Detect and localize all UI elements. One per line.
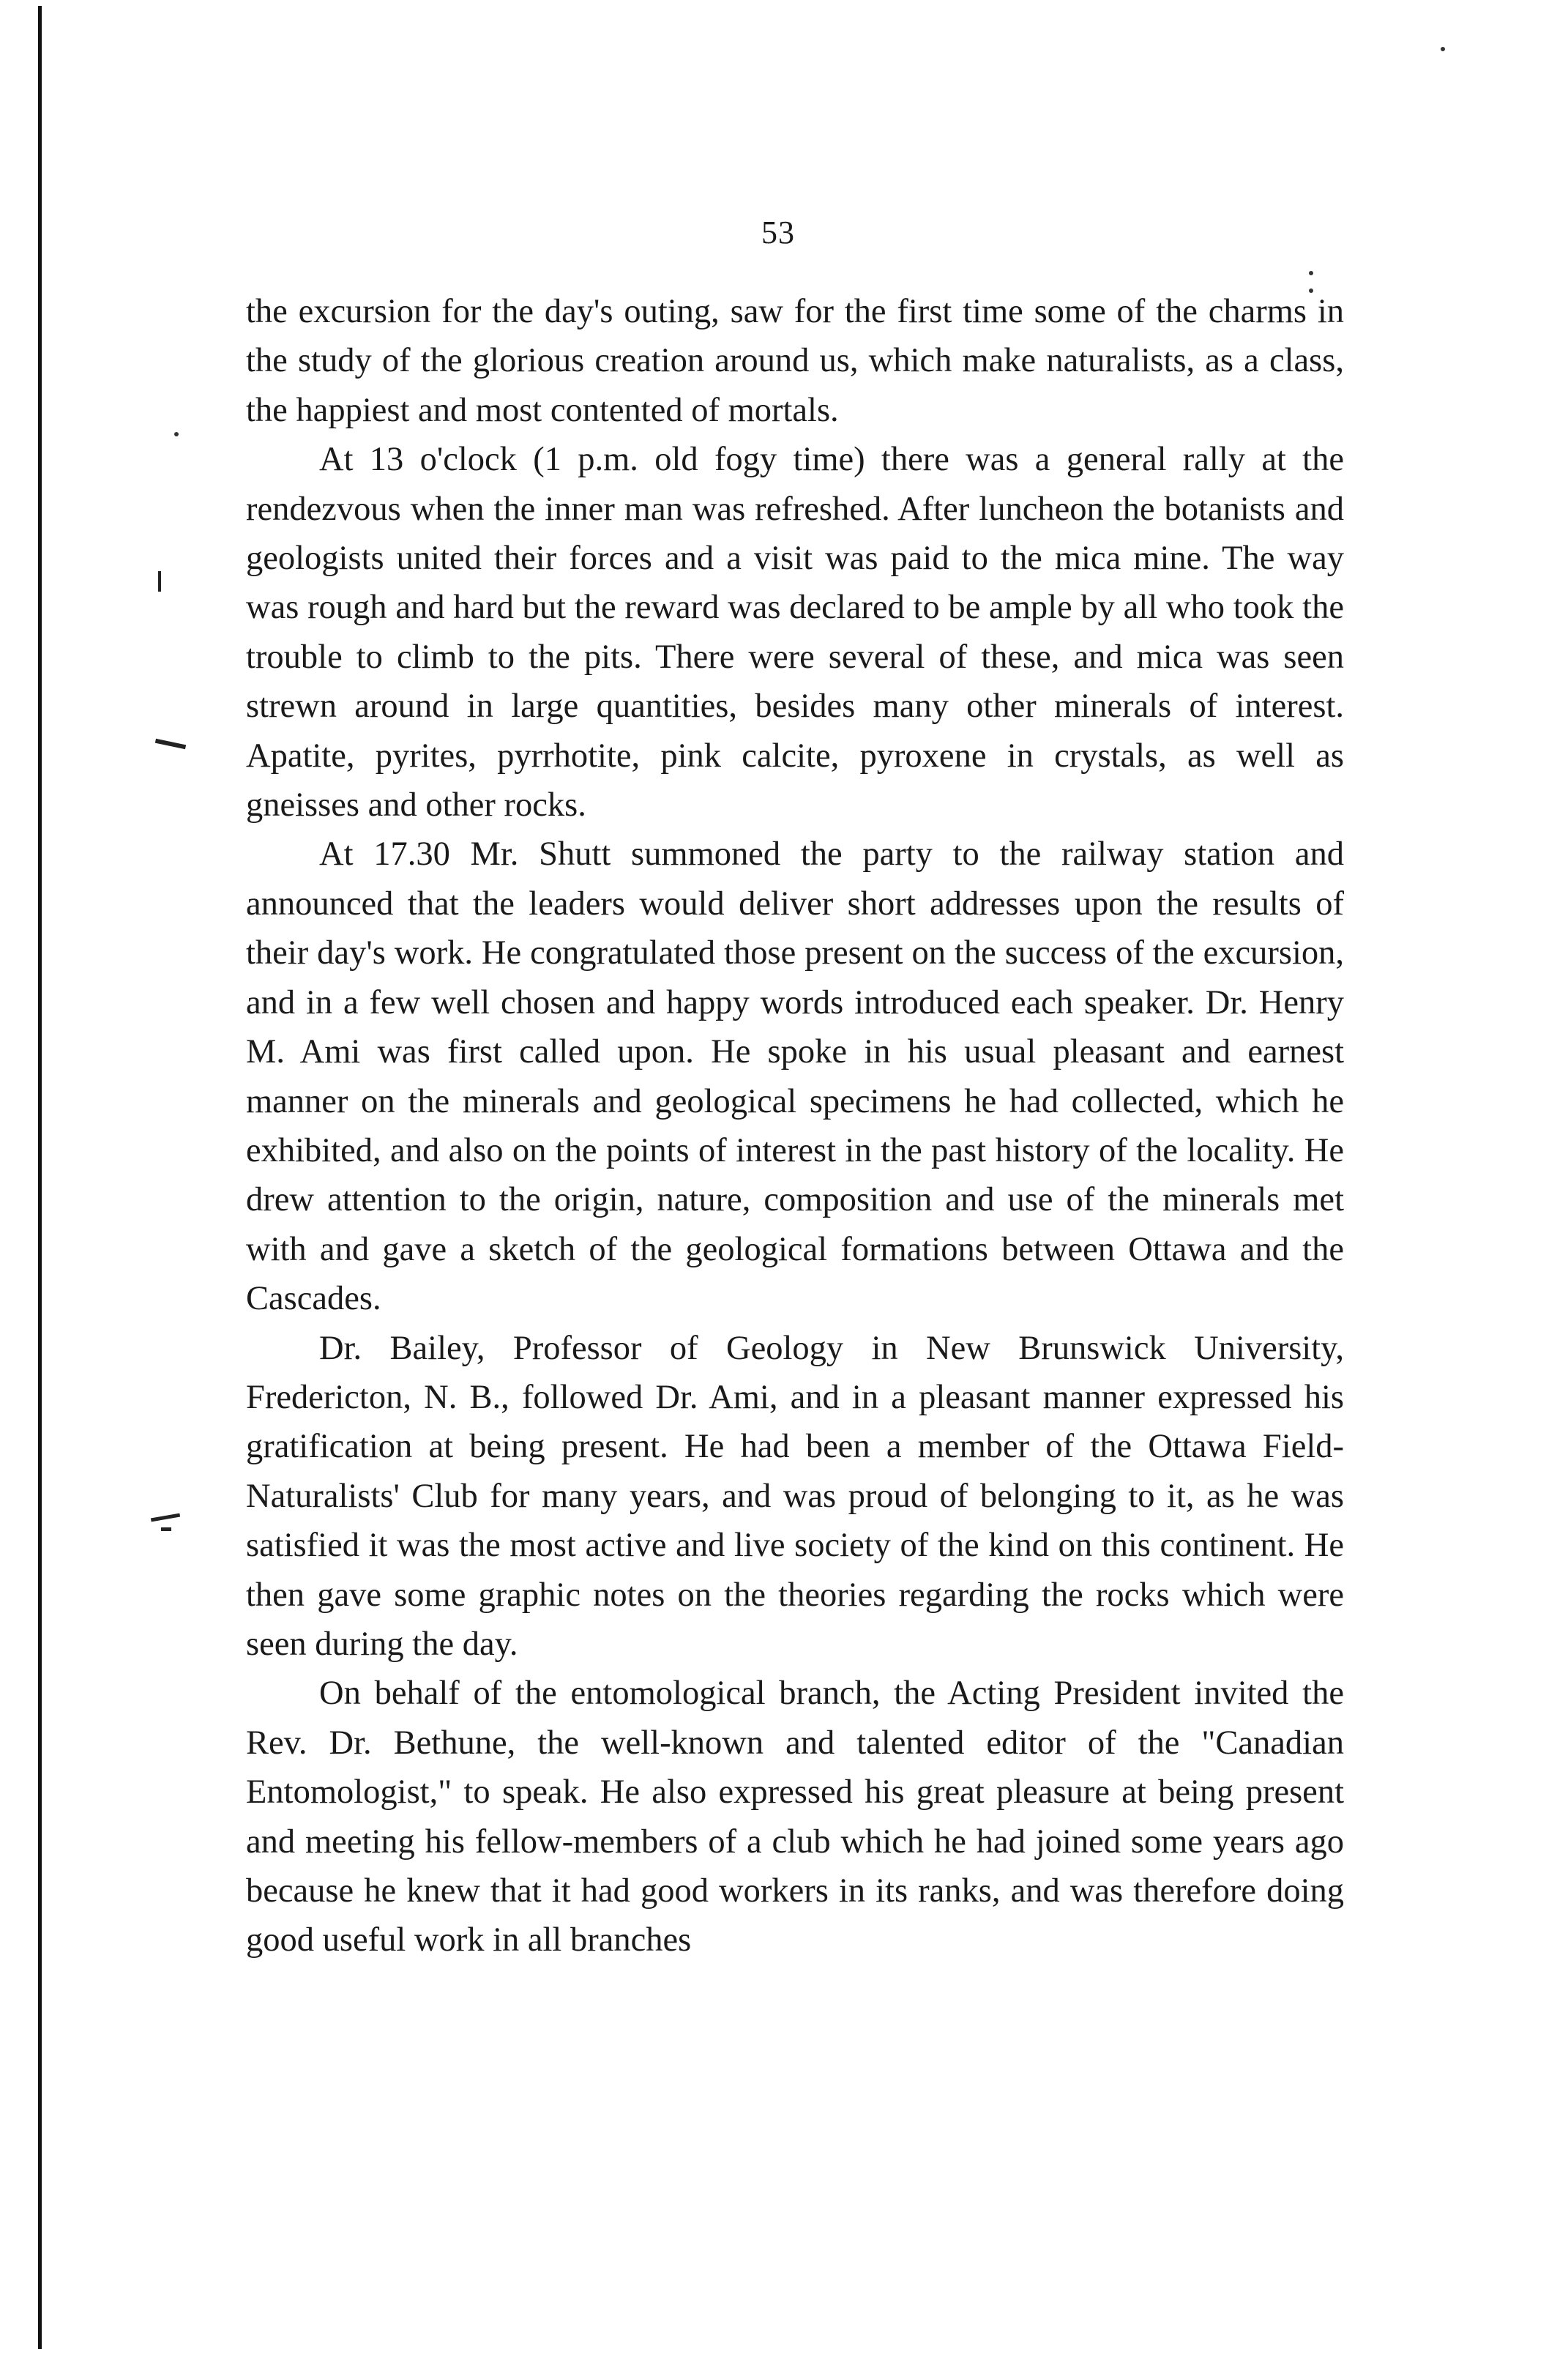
page-number: 53 (761, 215, 795, 250)
stray-dot (1309, 288, 1313, 293)
margin-mark (151, 1513, 180, 1522)
paragraph-4: Dr. Bailey, Professor of Geology in New Brunswick University, Fredericton, N. B., followed Dr. Ami, and in a pleasant manner expressed his gratification at being present. He had been a member of the Ottawa Field-Naturalists' Club for many years, and was proud of belonging to it, as he was satisfied it was the most active and live society of the kind on this continent. He then gave some graphic notes on the theories regarding the rocks which were seen during the day. (246, 1329, 1344, 1663)
margin-mark (155, 739, 186, 750)
paragraph-5: On behalf of the entomological branch, the Acting President invited the Rev. Dr. Bethune, the well-known and talented editor of the "Canadian Entomologist," to speak. He also expressed his great pleasure at being present and meeting his fellow-members of a club which he had joined some years ago because he knew that it had good workers in its ranks, and was therefore doing good useful work in all branches (246, 1675, 1344, 1959)
stray-dot (1441, 47, 1445, 51)
margin-mark (158, 571, 161, 592)
margin-mark (161, 1527, 171, 1531)
stray-dot (174, 432, 179, 436)
stray-dot (1309, 271, 1313, 275)
paragraph-2: At 13 o'clock (1 p.m. old fogy time) there was a general rally at the rendezvous when the inner man was refreshed. After luncheon the botanists and geologists united their forces and a visit was paid to the mica mine. The way was rough and hard but the reward was declared to be ample by all who took the trouble to climb to the pits. There were several of these, and mica was seen strewn around in large quantities, besides many other minerals of interest. Apatite, pyrites, pyrrhotite, pink calcite, pyroxene in crystals, as well as gneisses and other rocks. (246, 441, 1344, 824)
paragraph-1: the excursion for the day's outing, saw for the first time some of the charms in the study of the glorious creation around us, which make naturalists, as a class, the happiest and most contented of mortals. (246, 293, 1344, 429)
page-binding-edge (38, 6, 42, 2349)
paragraph-3: At 17.30 Mr. Shutt summoned the party to the railway station and announced that the leaders would deliver short addresses upon the results of their day's work. He congratulated those present on the success of the excursion, and in a few well chosen and happy words introduced each speaker. Dr. Henry M. Ami was first called upon. He spoke in his usual pleasant and earnest manner on the minerals and geological specimens he had collected, which he exhibited, and also on the points of interest in the past history of the locality. He drew attention to the origin, nature, composition and use of the minerals met with and gave a sketch of the geological formations between Ottawa and the Cascades. (246, 835, 1344, 1318)
body-text (246, 287, 1344, 1965)
